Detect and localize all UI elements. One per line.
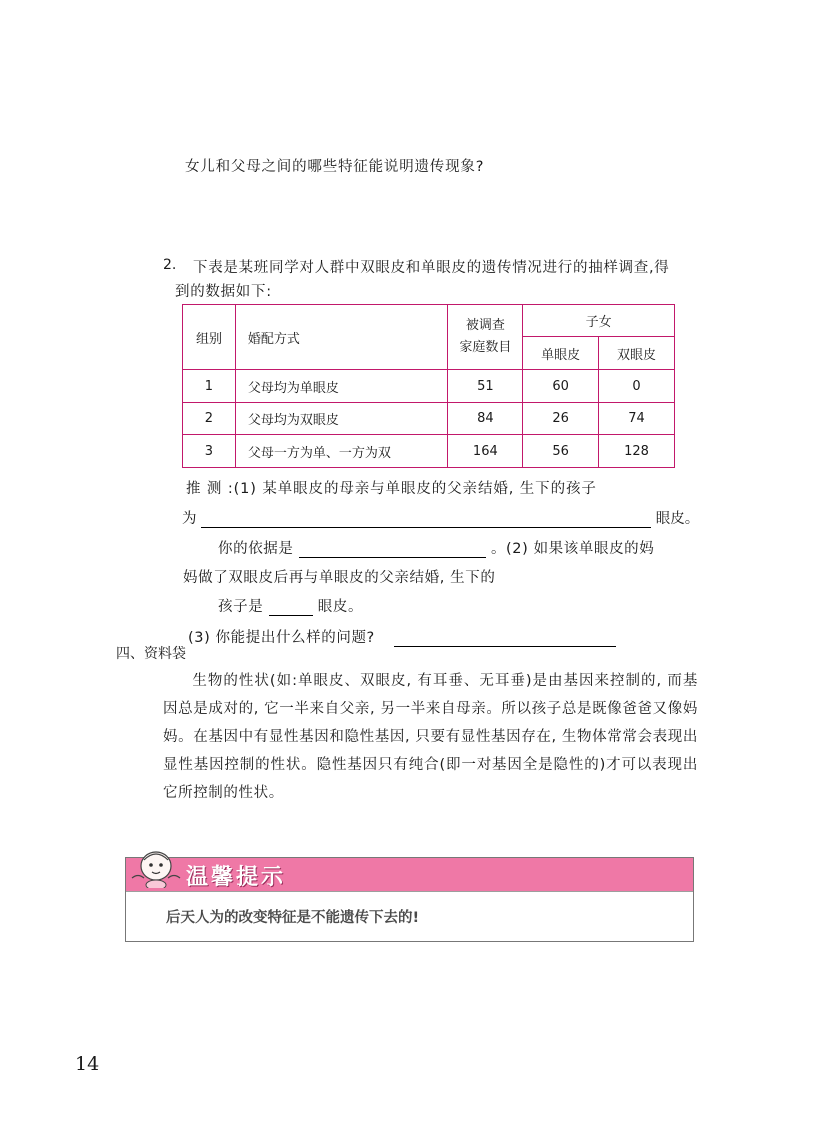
cell-marriage: 父母均为单眼皮 bbox=[235, 370, 448, 403]
cell-marriage: 父母一方为单、一方为双 bbox=[235, 435, 448, 468]
tip-text: 后天人为的改变特征是不能遗传下去的! bbox=[166, 910, 420, 926]
header-surveyed-line2: 家庭数目 bbox=[459, 340, 512, 355]
cell-single: 56 bbox=[523, 435, 599, 468]
label-eyelid-end: 眼皮。 bbox=[655, 511, 700, 527]
cell-single: 60 bbox=[523, 370, 599, 403]
cell-double: 128 bbox=[599, 435, 675, 468]
table-row bbox=[183, 370, 675, 403]
question-2-line2: 到的数据如下: bbox=[175, 284, 272, 300]
question-2-number: 2. bbox=[163, 257, 177, 273]
survey-table bbox=[182, 304, 675, 468]
header-surveyed-line1: 被调查 bbox=[465, 318, 505, 333]
inference-line6 bbox=[188, 626, 616, 647]
cell-families: 164 bbox=[448, 435, 523, 468]
question-2-start: 。(2) 如果该单眼皮的妈 bbox=[490, 541, 655, 557]
header-children: 子女 bbox=[523, 305, 675, 337]
inference-line5 bbox=[218, 595, 363, 616]
answer-blank-basis[interactable] bbox=[299, 541, 486, 558]
header-marriage: 婚配方式 bbox=[235, 305, 448, 370]
inference-line4: 妈做了双眼皮后再与单眼皮的父亲结婚, 生下的 bbox=[183, 570, 496, 586]
inference-line2 bbox=[182, 507, 699, 528]
section-4-title: 四、资料袋 bbox=[116, 646, 186, 662]
cell-group: 2 bbox=[183, 403, 236, 435]
answer-blank-2[interactable] bbox=[269, 599, 313, 616]
label-basis: 你的依据是 bbox=[218, 541, 294, 557]
label-wei: 为 bbox=[182, 511, 197, 527]
header-surveyed bbox=[448, 305, 523, 370]
tip-title: 温馨提示 bbox=[186, 865, 287, 890]
cell-marriage: 父母均为双眼皮 bbox=[235, 403, 448, 435]
header-double-eyelid: 双眼皮 bbox=[599, 337, 675, 370]
cell-double: 74 bbox=[599, 403, 675, 435]
table-row bbox=[183, 435, 675, 468]
header-single-eyelid: 单眼皮 bbox=[523, 337, 599, 370]
answer-blank-3[interactable] bbox=[394, 630, 616, 647]
cell-group: 1 bbox=[183, 370, 236, 403]
cell-families: 51 bbox=[448, 370, 523, 403]
answer-blank-1[interactable] bbox=[201, 511, 651, 528]
question-2-line1: 下表是某班同学对人群中双眼皮和单眼皮的遗传情况进行的抽样调查,得 bbox=[193, 260, 670, 276]
header-group: 组别 bbox=[183, 305, 236, 370]
inference-lead: 推 测 :(1) 某单眼皮的母亲与单眼皮的父亲结婚, 生下的孩子 bbox=[186, 481, 597, 497]
table-row bbox=[183, 403, 675, 435]
tip-box bbox=[125, 857, 694, 942]
cell-single: 26 bbox=[523, 403, 599, 435]
cell-families: 84 bbox=[448, 403, 523, 435]
cartoon-child-icon bbox=[128, 848, 186, 888]
tip-header-bar bbox=[126, 858, 693, 892]
page-number: 14 bbox=[75, 1053, 100, 1075]
cell-double: 0 bbox=[599, 370, 675, 403]
question-daughter: 女儿和父母之间的哪些特征能说明遗传现象? bbox=[185, 159, 485, 175]
label-child-is: 孩子是 bbox=[218, 599, 264, 615]
cell-group: 3 bbox=[183, 435, 236, 468]
question-3: (3) 你能提出什么样的问题? bbox=[188, 630, 375, 646]
label-eyelid-2: 眼皮。 bbox=[317, 599, 364, 615]
data-bag-paragraph bbox=[163, 667, 698, 807]
data-bag-text: 生物的性状(如:单眼皮、双眼皮, 有耳垂、无耳垂)是由基因来控制的, 而基因总是成对的, 它一半来自父亲, 另一半来自母亲。所以孩子总是既像爸爸又像妈妈。在基因中有显性基因和隐性基因, 只要有显性基因存在, 生物体常常会表现出显性基因控制的性状。隐性基因只有纯合(即一对基因全是隐性的)才可以表现出它所控制的性状。 bbox=[163, 673, 698, 801]
inference-line3 bbox=[218, 537, 654, 558]
